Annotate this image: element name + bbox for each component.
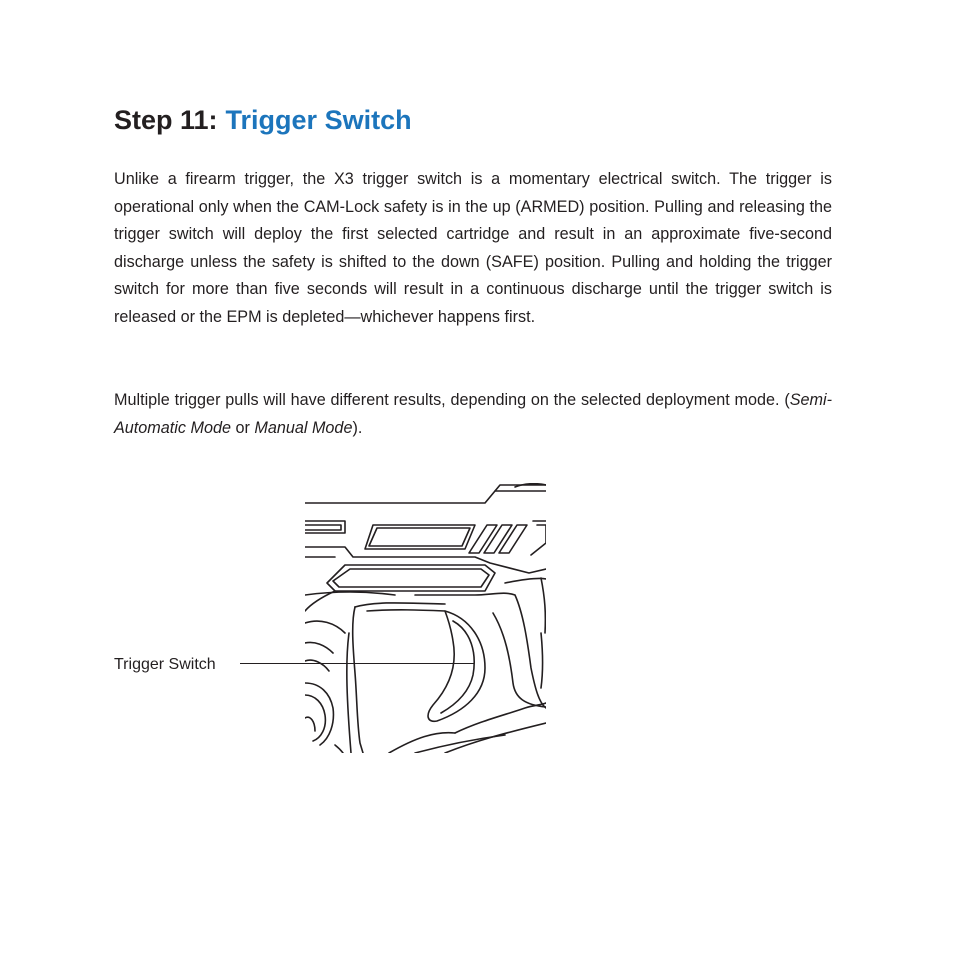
trigger-switch-callout-label: Trigger Switch <box>114 656 216 673</box>
semi-automatic-mode-ref: Semi-Automatic Mode <box>114 391 832 437</box>
step-title: Trigger Switch <box>225 105 412 135</box>
paragraph-multiple-pulls <box>114 387 832 442</box>
paragraph-trigger-description: Unlike a firearm trigger, the X3 trigger switch is a momentary electrical switch. The trigger is operational only when the CAM-Lock safety is in the up (ARMED) position. Pulling and releasing the trigger switch will deploy the first selected cartridge and result in an approximate five-second discharge unless the safety is shifted to the down (SAFE) position. Pulling and holding the trigger switch for more than five seconds will result in a continuous discharge until the trigger switch is released or the EPM is depleted—whichever happens first. <box>114 170 832 326</box>
or-text: or <box>230 418 255 437</box>
closing-text: ). <box>352 418 363 437</box>
manual-mode-ref: Manual Mode <box>254 418 353 437</box>
step-number: Step 11: <box>114 105 218 135</box>
trigger-switch-illustration <box>305 483 546 753</box>
pulls-text: Multiple trigger pulls will have different results, depending on the selected deployment mode. ( <box>114 391 790 409</box>
page-heading <box>114 100 412 140</box>
